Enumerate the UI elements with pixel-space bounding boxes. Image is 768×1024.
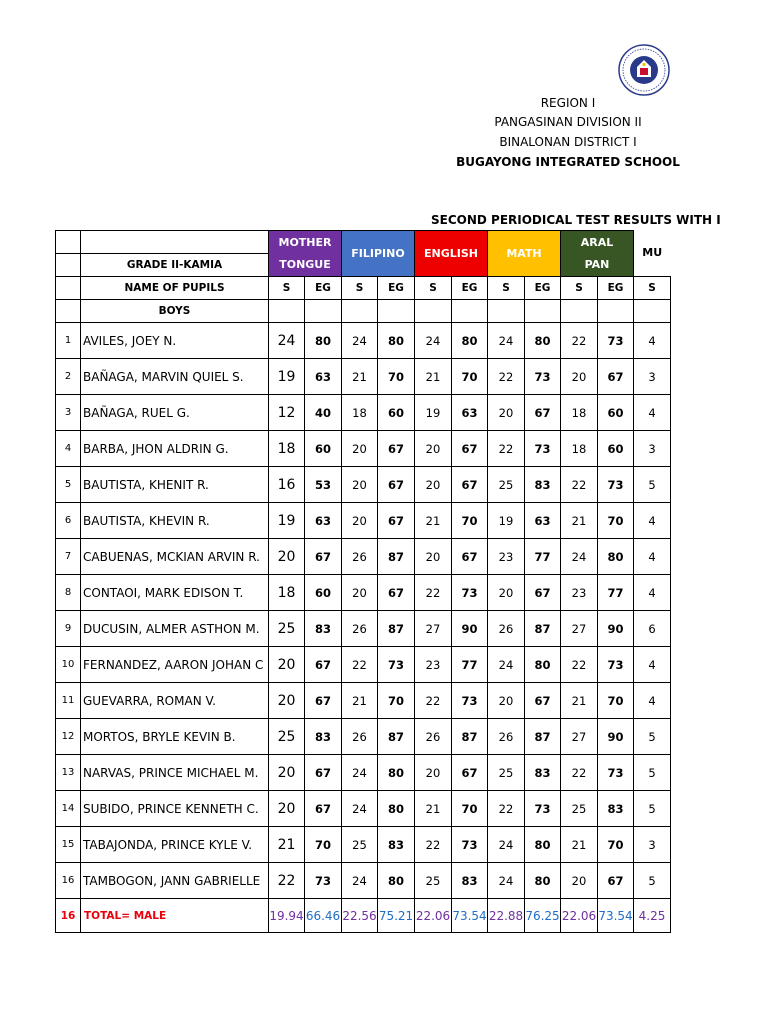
score-cell: 21 [269,827,305,863]
equivalent-grade-cell: 70 [598,503,634,539]
table-row [56,791,671,827]
score-cell: 5 [634,863,671,899]
total-mean-grade: 73.54 [598,899,634,933]
row-number: 4 [56,431,81,467]
score-cell: 20 [269,539,305,575]
score-cell: 25 [561,791,598,827]
score-cell: 20 [488,575,525,611]
report-title: SECOND PERIODICAL TEST RESULTS WITH I [431,213,721,227]
equivalent-grade-cell: 60 [598,395,634,431]
total-row-count: 16 [56,899,81,933]
score-cell: 24 [342,755,378,791]
score-cell: 24 [415,323,452,359]
score-cell: 24 [342,323,378,359]
equivalent-grade-cell: 60 [305,431,342,467]
score-cell: 6 [634,611,671,647]
pupil-name: AVILES, JOEY N. [81,323,269,359]
subject-aral-pan-line1: ARAL [580,235,614,249]
equivalent-grade-cell: 67 [452,539,488,575]
equivalent-grade-cell: 70 [452,503,488,539]
row-number: 2 [56,359,81,395]
equivalent-grade-cell: 90 [452,611,488,647]
score-cell: 22 [415,827,452,863]
equivalent-grade-cell: 67 [378,575,415,611]
equivalent-grade-cell: 80 [378,323,415,359]
equivalent-grade-column-header: EG [598,277,634,300]
equivalent-grade-cell: 60 [305,575,342,611]
pupil-name: FERNANDEZ, AARON JOHAN C [81,647,269,683]
equivalent-grade-cell: 83 [305,611,342,647]
equivalent-grade-cell: 80 [305,323,342,359]
equivalent-grade-cell: 73 [305,863,342,899]
score-cell: 16 [269,467,305,503]
equivalent-grade-cell: 70 [378,359,415,395]
score-cell: 19 [269,359,305,395]
score-cell: 24 [488,827,525,863]
equivalent-grade-cell: 73 [452,575,488,611]
table-row [56,683,671,719]
blank-cell [525,300,561,323]
corner-cell-4 [56,300,81,323]
score-cell: 5 [634,719,671,755]
equivalent-grade-cell: 90 [598,719,634,755]
score-column-header: S [269,277,305,300]
grade-section-label: GRADE II-KAMIA [81,254,269,277]
score-cell: 23 [415,647,452,683]
score-cell: 20 [342,575,378,611]
equivalent-grade-cell: 70 [452,791,488,827]
score-cell: 25 [415,863,452,899]
equivalent-grade-cell: 67 [525,575,561,611]
total-mean-score: 22.88 [488,899,525,933]
score-column-header: S [488,277,525,300]
blank-cell [378,300,415,323]
table-row [56,395,671,431]
row-number: 14 [56,791,81,827]
blank-cell [452,300,488,323]
score-cell: 12 [269,395,305,431]
equivalent-grade-cell: 63 [452,395,488,431]
equivalent-grade-cell: 83 [525,755,561,791]
equivalent-grade-cell: 73 [525,791,561,827]
score-cell: 4 [634,647,671,683]
equivalent-grade-column-header: EG [452,277,488,300]
score-cell: 18 [342,395,378,431]
school-name: BUGAYONG INTEGRATED SCHOOL [456,155,680,169]
score-cell: 25 [269,719,305,755]
equivalent-grade-cell: 73 [378,647,415,683]
subject-filipino: FILIPINO [342,231,415,277]
row-number: 9 [56,611,81,647]
score-cell: 27 [561,611,598,647]
deped-seal-logo [618,44,670,96]
score-cell: 22 [269,863,305,899]
score-cell: 22 [561,323,598,359]
score-cell: 26 [415,719,452,755]
score-cell: 24 [561,539,598,575]
equivalent-grade-cell: 67 [525,395,561,431]
table-row [56,539,671,575]
table-row [56,827,671,863]
row-number: 6 [56,503,81,539]
score-cell: 3 [634,827,671,863]
equivalent-grade-cell: 90 [598,611,634,647]
score-cell: 20 [561,359,598,395]
score-cell: 20 [342,431,378,467]
score-cell: 25 [269,611,305,647]
equivalent-grade-cell: 73 [525,359,561,395]
total-mean-grade: 73.54 [452,899,488,933]
district-label: BINALONAN DISTRICT I [499,135,637,149]
score-cell: 24 [488,647,525,683]
equivalent-grade-cell: 73 [452,827,488,863]
score-cell: 5 [634,467,671,503]
equivalent-grade-cell: 67 [598,359,634,395]
pupil-name: BAÑAGA, MARVIN QUIEL S. [81,359,269,395]
table-row [56,863,671,899]
score-cell: 26 [342,611,378,647]
equivalent-grade-cell: 80 [378,755,415,791]
score-cell: 22 [415,683,452,719]
equivalent-grade-cell: 67 [305,791,342,827]
equivalent-grade-cell: 70 [378,683,415,719]
equivalent-grade-cell: 67 [598,863,634,899]
score-cell: 22 [488,431,525,467]
subject-aral-pan [561,231,634,277]
subject-mother-tongue [269,231,342,277]
score-cell: 4 [634,323,671,359]
equivalent-grade-cell: 67 [378,467,415,503]
equivalent-grade-cell: 80 [525,827,561,863]
subject-mother-tongue-line2: TONGUE [279,257,331,271]
blank-cell [598,300,634,323]
equivalent-grade-cell: 77 [452,647,488,683]
equivalent-grade-cell: 87 [378,611,415,647]
pupil-name: SUBIDO, PRINCE KENNETH C. [81,791,269,827]
equivalent-grade-cell: 67 [305,539,342,575]
score-cell: 20 [269,647,305,683]
score-cell: 24 [269,323,305,359]
equivalent-grade-cell: 77 [525,539,561,575]
score-cell: 4 [634,539,671,575]
pupil-name: BAÑAGA, RUEL G. [81,395,269,431]
score-cell: 22 [561,755,598,791]
row-number: 10 [56,647,81,683]
table-row [56,503,671,539]
name-of-pupils-header: NAME OF PUPILS [81,277,269,300]
equivalent-grade-cell: 67 [305,683,342,719]
score-cell: 21 [342,359,378,395]
equivalent-grade-cell: 83 [452,863,488,899]
score-cell: 20 [415,431,452,467]
row-number: 5 [56,467,81,503]
score-cell: 19 [269,503,305,539]
subject-english: ENGLISH [415,231,488,277]
score-cell: 20 [342,467,378,503]
score-cell: 22 [561,467,598,503]
row-number: 1 [56,323,81,359]
equivalent-grade-cell: 67 [452,431,488,467]
equivalent-grade-cell: 63 [305,503,342,539]
equivalent-grade-cell: 83 [598,791,634,827]
equivalent-grade-cell: 73 [525,431,561,467]
score-cell: 22 [488,791,525,827]
score-cell: 27 [561,719,598,755]
equivalent-grade-cell: 77 [598,575,634,611]
score-cell: 4 [634,395,671,431]
pupil-name: GUEVARRA, ROMAN V. [81,683,269,719]
table-row [56,431,671,467]
equivalent-grade-cell: 67 [452,467,488,503]
equivalent-grade-cell: 63 [305,359,342,395]
score-cell: 21 [415,503,452,539]
table-row [56,359,671,395]
total-mean-grade: 75.21 [378,899,415,933]
blank-cell [488,300,525,323]
score-cell: 22 [342,647,378,683]
score-cell: 20 [415,467,452,503]
total-mean-score: 22.06 [415,899,452,933]
equivalent-grade-cell: 70 [452,359,488,395]
score-cell: 25 [488,755,525,791]
table-row [56,575,671,611]
total-mean-score: 22.06 [561,899,598,933]
equivalent-grade-cell: 70 [305,827,342,863]
subject-mother-tongue-line1: MOTHER [278,235,332,249]
equivalent-grade-cell: 80 [525,647,561,683]
division-label: PANGASINAN DIVISION II [494,115,642,129]
score-cell: 25 [342,827,378,863]
score-cell: 5 [634,755,671,791]
score-cell: 4 [634,575,671,611]
score-cell: 18 [561,431,598,467]
equivalent-grade-cell: 80 [525,863,561,899]
row-number: 11 [56,683,81,719]
score-cell: 18 [269,575,305,611]
row-number: 7 [56,539,81,575]
equivalent-grade-cell: 73 [598,467,634,503]
row-number: 13 [56,755,81,791]
blank-cell [634,300,671,323]
score-cell: 18 [269,431,305,467]
equivalent-grade-cell: 67 [305,647,342,683]
total-mean-grade: 76.25 [525,899,561,933]
equivalent-grade-cell: 60 [598,431,634,467]
table-row [56,647,671,683]
equivalent-grade-cell: 87 [525,719,561,755]
score-cell: 4 [634,503,671,539]
equivalent-grade-cell: 73 [598,323,634,359]
pupil-name: CABUENAS, MCKIAN ARVIN R. [81,539,269,575]
pupil-name: CONTAOI, MARK EDISON T. [81,575,269,611]
equivalent-grade-cell: 73 [598,647,634,683]
total-mean-score: 22.56 [342,899,378,933]
equivalent-grade-cell: 67 [378,503,415,539]
blank-cell [305,300,342,323]
score-cell: 26 [488,719,525,755]
row-number: 16 [56,863,81,899]
score-cell: 21 [415,359,452,395]
score-cell: 23 [561,575,598,611]
equivalent-grade-cell: 67 [305,755,342,791]
subject-aral-pan-line2: PAN [584,257,610,271]
equivalent-grade-cell: 53 [305,467,342,503]
region-label: REGION I [540,96,596,110]
score-cell: 27 [415,611,452,647]
equivalent-grade-cell: 80 [378,791,415,827]
equivalent-grade-cell: 63 [525,503,561,539]
score-cell: 26 [488,611,525,647]
total-row [56,899,671,933]
score-cell: 21 [561,503,598,539]
equivalent-grade-cell: 70 [598,683,634,719]
table-row [56,755,671,791]
score-cell: 18 [561,395,598,431]
equivalent-grade-cell: 87 [378,719,415,755]
score-column-header: S [634,277,671,300]
score-cell: 21 [415,791,452,827]
score-cell: 26 [342,719,378,755]
score-cell: 24 [342,863,378,899]
equivalent-grade-cell: 60 [378,395,415,431]
equivalent-grade-cell: 67 [452,755,488,791]
equivalent-grade-cell: 73 [598,755,634,791]
row-number: 15 [56,827,81,863]
equivalent-grade-column-header: EG [305,277,342,300]
score-cell: 22 [415,575,452,611]
equivalent-grade-cell: 83 [378,827,415,863]
score-cell: 20 [561,863,598,899]
score-cell: 5 [634,791,671,827]
row-number: 12 [56,719,81,755]
score-cell: 3 [634,359,671,395]
score-cell: 24 [488,323,525,359]
score-column-header: S [561,277,598,300]
pupil-name: BAUTISTA, KHENIT R. [81,467,269,503]
row-number: 3 [56,395,81,431]
table-row [56,611,671,647]
score-cell: 20 [415,539,452,575]
subject-math: MATH [488,231,561,277]
score-cell: 24 [342,791,378,827]
equivalent-grade-column-header: EG [378,277,415,300]
equivalent-grade-cell: 80 [378,863,415,899]
row-number: 8 [56,575,81,611]
equivalent-grade-cell: 80 [452,323,488,359]
total-mean-score: 4.25 [634,899,671,933]
equivalent-grade-cell: 70 [598,827,634,863]
score-column-header: S [415,277,452,300]
table-row [56,323,671,359]
score-cell: 25 [488,467,525,503]
equivalent-grade-cell: 73 [452,683,488,719]
equivalent-grade-cell: 40 [305,395,342,431]
pupil-name: BAUTISTA, KHEVIN R. [81,503,269,539]
score-cell: 19 [415,395,452,431]
total-mean-grade: 66.46 [305,899,342,933]
equivalent-grade-cell: 87 [525,611,561,647]
blank-cell [415,300,452,323]
equivalent-grade-cell: 87 [378,539,415,575]
corner-cell-3 [56,277,81,300]
score-column-header: S [342,277,378,300]
pupil-name: NARVAS, PRINCE MICHAEL M. [81,755,269,791]
results-table [55,230,671,933]
score-cell: 20 [269,755,305,791]
score-cell: 21 [561,827,598,863]
score-cell: 20 [488,395,525,431]
score-cell: 20 [415,755,452,791]
score-cell: 20 [342,503,378,539]
score-cell: 22 [561,647,598,683]
table-row [56,719,671,755]
corner-cell-2 [56,254,81,277]
score-cell: 20 [269,791,305,827]
blank-cell [561,300,598,323]
score-cell: 4 [634,683,671,719]
total-male-label: TOTAL= MALE [81,899,269,933]
score-cell: 19 [488,503,525,539]
score-cell: 20 [488,683,525,719]
equivalent-grade-cell: 67 [378,431,415,467]
pupil-name: DUCUSIN, ALMER ASTHON M. [81,611,269,647]
blank-cell [269,300,305,323]
equivalent-grade-cell: 87 [452,719,488,755]
pupil-name: TAMBOGON, JANN GABRIELLE [81,863,269,899]
score-cell: 23 [488,539,525,575]
table-row [56,467,671,503]
score-cell: 22 [488,359,525,395]
subject-mu: MU [642,246,663,260]
equivalent-grade-cell: 80 [525,323,561,359]
boys-label: BOYS [81,300,269,323]
score-cell: 26 [342,539,378,575]
corner-cell [56,231,81,254]
blank-cell [342,300,378,323]
score-cell: 3 [634,431,671,467]
score-cell: 21 [561,683,598,719]
total-mean-score: 19.94 [269,899,305,933]
blank-header-cell [81,231,269,254]
pupil-name: MORTOS, BRYLE KEVIN B. [81,719,269,755]
pupil-name: BARBA, JHON ALDRIN G. [81,431,269,467]
score-cell: 24 [488,863,525,899]
pupil-name: TABAJONDA, PRINCE KYLE V. [81,827,269,863]
score-cell: 21 [342,683,378,719]
equivalent-grade-cell: 83 [305,719,342,755]
equivalent-grade-column-header: EG [525,277,561,300]
equivalent-grade-cell: 80 [598,539,634,575]
equivalent-grade-cell: 83 [525,467,561,503]
score-cell: 20 [269,683,305,719]
equivalent-grade-cell: 67 [525,683,561,719]
